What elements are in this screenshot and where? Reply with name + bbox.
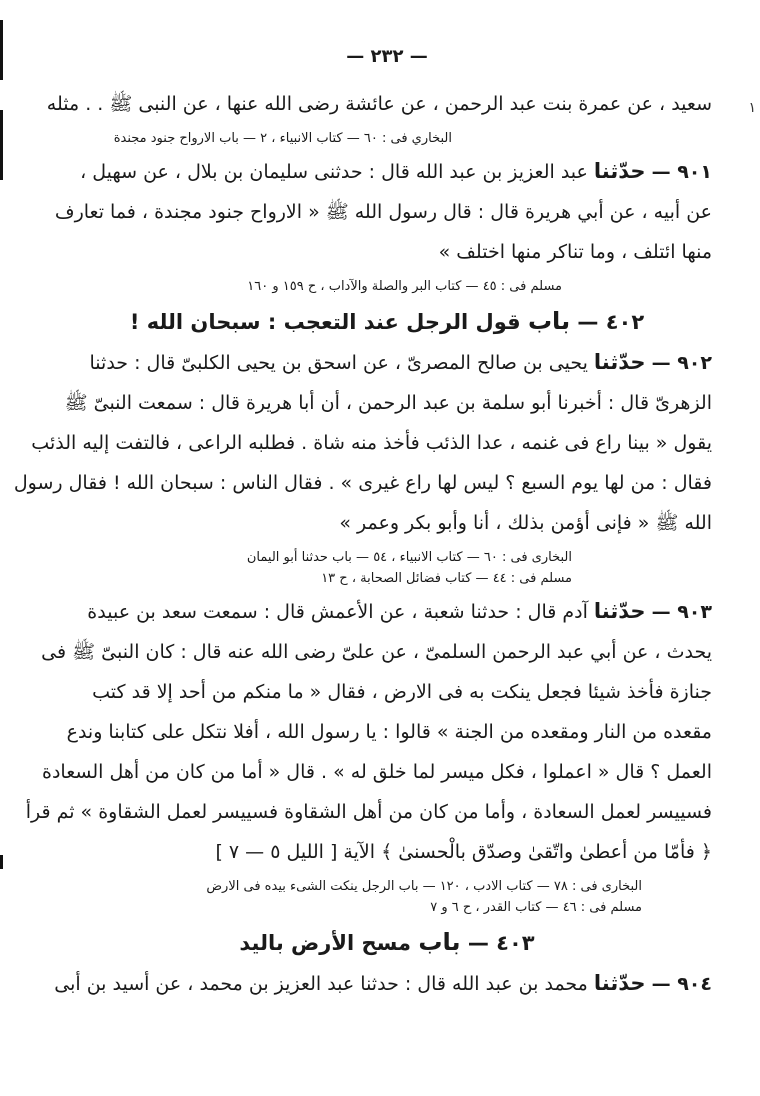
text-line: يقول « بينا راع فى غنمه ، عدا الذئب فأخذ منه شاة . فطلبه الراعى ، فالتفت إليه الذئب (31, 432, 712, 454)
reference-line: البخاري فى : ٦٠ — كتاب الانبياء ، ٢ — باب الارواح جنود مجندة (113, 131, 452, 146)
text-line: جنازة فأخذ شيئا فجعل ينكت به فى الارض ، فقال « ما منكم من أحد إلا قد كتب (92, 681, 712, 703)
text-line: العمل ؟ قال « اعملوا ، فكل ميسر لما خلق له » . قال « أما من كان من أهل السعادة (42, 761, 712, 783)
text-line: سعيد ، عن عمرة بنت عبد الرحمن ، عن عائشة رضى الله عنها ، عن النبى ﷺ . . مثله (46, 93, 712, 115)
haddathana-word: حدّثنا (593, 599, 646, 623)
chapter-heading-403 (62, 926, 712, 959)
reference-line: مسلم فى : ٤٤ — كتاب فضائل الصحابة ، ح ١٣ (321, 571, 572, 586)
reference-line: مسلم فى : ٤٦ — كتاب القدر ، ح ٦ و ٧ (430, 900, 642, 915)
hadith-text: محمد بن عبد الله قال : حدثنا عبد العزيز بن محمد ، عن أسيد بن أبى (54, 973, 588, 995)
text-line: عن أبيه ، عن أبي هريرة قال : قال رسول الله ﷺ « الارواح جنود مجندة ، فما تعارف (54, 201, 712, 223)
quran-verse-line: ﴿ فأمّا من أعطىٰ واتّقىٰ وصدّق بالْحسنىٰ ﴾ الآية [ الليل ٥ — ٧ ] (215, 841, 712, 863)
bab-word: باب (418, 928, 461, 956)
scan-edge-mark-top (0, 20, 3, 80)
hadith-number: ٩٠٤ — (651, 973, 712, 995)
reference-line: البخارى فى : ٧٨ — كتاب الادب ، ١٢٠ — باب الرجل ينكت الشىء بيده فى الارض (206, 879, 642, 894)
page-number: — ٢٣٢ — (346, 46, 428, 67)
text-line: يحدث ، عن أبي عبد الرحمن السلمىّ ، عن علىّ رضى الله عنه قال : كان النبىّ ﷺ فى (41, 641, 712, 663)
hadith-text: آدم قال : حدثنا شعبة ، عن الأعمش قال : سمعت سعد بن عبيدة (87, 601, 588, 623)
reference-line: البخارى فى : ٦٠ — كتاب الانبياء ، ٥٤ — باب حدثنا أبو اليمان (246, 550, 572, 565)
text-line: الله ﷺ « فإنى أؤمن بذلك ، أنا وأبو بكر وعمر » (339, 512, 712, 534)
chapter-title: قول الرجل عند التعجب : سبحان الله ! (129, 310, 521, 334)
hadith-text: يحيى بن صالح المصرىّ ، عن اسحق بن يحيى الكلبىّ قال : حدثنا (89, 352, 588, 374)
hadith-number: ٩٠٣ — (651, 601, 712, 623)
chapter-number: ٤٠٣ — (467, 931, 535, 955)
scan-edge-mark-lower (0, 855, 3, 869)
chapter-heading-402 (62, 305, 712, 338)
hadith-number: ٩٠١ — (651, 161, 712, 183)
chapter-number: ٤٠٢ — (577, 310, 645, 334)
text-line: منها ائتلف ، وما تناكر منها اختلف » (438, 241, 712, 263)
chapter-title: مسح الأرض باليد (239, 931, 412, 955)
reference-line: مسلم فى : ٤٥ — كتاب البر والصلة والآداب ، ح ١٥٩ و ١٦٠ (247, 279, 562, 294)
hadith-901-line-1 (62, 157, 712, 187)
text-line: مقعده من النار ومقعده من الجنة » قالوا : يا رسول الله ، أفلا نتكل على كتابنا وندع (66, 721, 712, 743)
hadith-902-line-1 (62, 348, 712, 378)
hadith-903-line-1 (62, 597, 712, 627)
book-page (13, 30, 712, 1070)
bab-word: باب (527, 307, 571, 335)
text-line: فسييسر لعمل السعادة ، وأما من كان من أهل الشقاوة فسييسر لعمل الشقاوة » ثم قرأ (25, 801, 712, 823)
hadith-text: عبد العزيز بن عبد الله قال : حدثنى سليمان بن بلال ، عن سهيل ، (80, 161, 588, 183)
haddathana-word: حدّثنا (593, 971, 646, 995)
haddathana-word: حدّثنا (593, 350, 646, 374)
scan-edge-mark-middle (0, 110, 3, 180)
hadith-number: ٩٠٢ — (651, 352, 712, 374)
hadith-904-line-1 (54, 969, 712, 999)
text-line: فقال : من لها يوم السبع ؟ ليس لها راع غيرى » . فقال الناس : سبحان الله ! فقال رسول (13, 472, 712, 494)
text-line: الزهرىّ قال : أخبرنا أبو سلمة بن عبد الرحمن ، أن أبا هريرة قال : سمعت النبىّ ﷺ (64, 392, 712, 414)
haddathana-word: حدّثنا (593, 159, 646, 183)
margin-footnote-mark: ١ (748, 100, 756, 116)
